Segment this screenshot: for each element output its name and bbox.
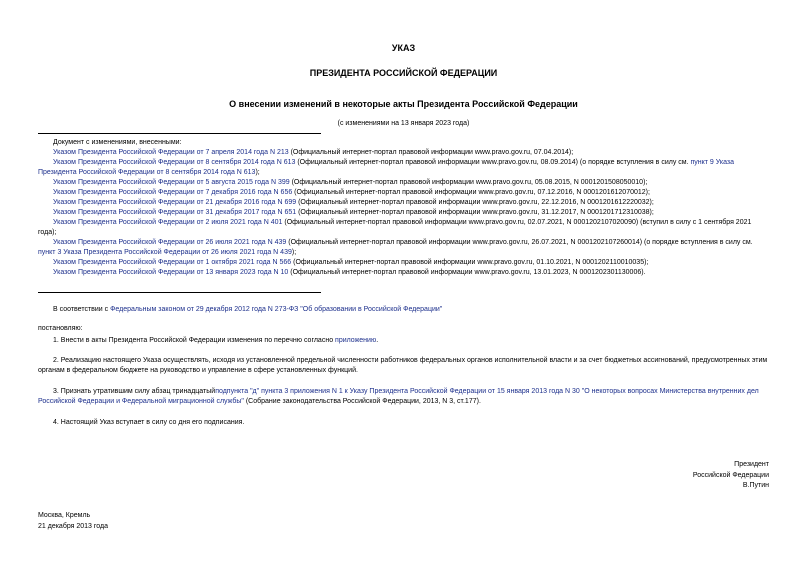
place-date-block bbox=[38, 511, 771, 532]
change-text: (Официальный интернет-портал правовой информации www.pravo.gov.ru, 31.12.2017, N 0001201712310038); bbox=[296, 209, 654, 216]
change-item bbox=[38, 238, 771, 258]
paragraph-2: 2. Реализацию настоящего Указа осуществлять, исходя из установленной предельной численности работников федеральных органов исполнительной власти и за счет бюджетных ассигнований, предусмотренных этим органам в федеральном бюджете на руководство и управление в сфере установленных функций. bbox=[38, 357, 768, 374]
signature-name: В.Путин bbox=[742, 482, 769, 489]
paragraph-1 bbox=[38, 336, 771, 346]
change-link[interactable]: Указом Президента Российской Федерации от 8 сентября 2014 года N 613 bbox=[53, 159, 296, 166]
appendix-link[interactable]: приложению bbox=[335, 337, 377, 344]
change-text: (Официальный интернет-портал правовой информации www.pravo.gov.ru, 07.04.2014); bbox=[288, 149, 574, 156]
change-link[interactable]: Указом Президента Российской Федерации от 2 июля 2021 года N 401 bbox=[53, 219, 283, 226]
change-item bbox=[38, 198, 771, 208]
signing-place: Москва, Кремль bbox=[38, 512, 91, 519]
change-text: ); bbox=[291, 249, 297, 256]
decree-word: постановляю: bbox=[38, 325, 83, 332]
change-text: ); bbox=[255, 169, 260, 176]
basis-prefix: В соответствии с bbox=[53, 306, 111, 313]
change-item bbox=[38, 208, 771, 218]
change-text: (Официальный интернет-портал правовой информации www.pravo.gov.ru, 22.12.2016, N 0001201612220032); bbox=[296, 199, 654, 206]
change-link[interactable]: Указом Президента Российской Федерации от 26 июля 2021 года N 439 bbox=[53, 239, 287, 246]
change-text: (Официальный интернет-портал правовой информации www.pravo.gov.ru, 07.12.2016, N 0001201612070012); bbox=[292, 189, 650, 196]
change-link[interactable]: Указом Президента Российской Федерации от 5 августа 2015 года N 399 bbox=[53, 179, 290, 186]
changes-list bbox=[38, 138, 771, 278]
edition-note: (с изменениями на 13 января 2023 года) bbox=[337, 120, 470, 127]
p1-end: . bbox=[376, 337, 379, 344]
signature-country: Российской Федерации bbox=[692, 471, 769, 479]
document-heading: О внесении изменений в некоторые акты Президента Российской Федерации bbox=[229, 99, 578, 109]
change-item bbox=[38, 178, 771, 188]
change-text: (Официальный интернет-портал правовой информации www.pravo.gov.ru, 08.09.2014) (о порядке вступления в силу см. bbox=[295, 159, 691, 166]
change-item bbox=[38, 268, 771, 278]
issuer-title: ПРЕЗИДЕНТА РОССИЙСКОЙ ФЕДЕРАЦИИ bbox=[309, 68, 498, 78]
change-link[interactable]: Указом Президента Российской Федерации от 13 января 2023 года N 10 bbox=[53, 269, 289, 276]
repealed-provision-link[interactable]: подпункта "д" пункта 3 приложения N 1 к Указу Президента Российской Федерации от 15 января 2013 года N 30 "О некоторых вопросах Министерства внутренних дел Российской Федерации и Федеральной миграционной службы" bbox=[38, 388, 759, 405]
change-item bbox=[38, 148, 771, 158]
change-text: (Официальный интернет-портал правовой информации www.pravo.gov.ru, 05.08.2015, N 0001201508050010); bbox=[289, 179, 648, 186]
signature-position: Президент bbox=[734, 461, 769, 468]
change-link[interactable]: Указом Президента Российской Федерации от 7 декабря 2016 года N 656 bbox=[53, 189, 293, 196]
change-text: (Официальный интернет-портал правовой информации www.pravo.gov.ru, 26.07.2021, N 0001202107260014) (о порядке вступления в силу см. bbox=[286, 239, 753, 246]
change-text: (Официальный интернет-портал правовой информации www.pravo.gov.ru, 01.10.2021, N 0001202110010035); bbox=[291, 259, 649, 266]
change-link[interactable]: Указом Президента Российской Федерации от 31 декабря 2017 года N 651 bbox=[53, 209, 297, 216]
signature-block bbox=[693, 460, 769, 492]
change-link[interactable]: пункт 9 Указа Президента Российской Федерации от 8 сентября 2014 года N 613 bbox=[38, 159, 735, 176]
p3-text: 3. Признать утратившим силу абзац тринадцатый bbox=[53, 388, 216, 395]
change-item bbox=[38, 218, 771, 238]
signing-date: 21 декабря 2013 года bbox=[38, 522, 109, 530]
paragraph-4: 4. Настоящий Указ вступает в силу со дня его подписания. bbox=[53, 419, 245, 426]
p1-text: 1. Внести в акты Президента Российской Федерации изменения по перечню согласно bbox=[53, 337, 336, 344]
change-link[interactable]: Указом Президента Российской Федерации от 1 октября 2021 года N 566 bbox=[53, 259, 292, 266]
p3-end: (Собрание законодательства Российской Федерации, 2013, N 3, ст.177). bbox=[243, 398, 481, 405]
change-item bbox=[38, 158, 771, 178]
change-text: (Официальный интернет-портал правовой информации www.pravo.gov.ru, 13.01.2023, N 0001202301130006). bbox=[288, 269, 646, 276]
divider-bottom bbox=[38, 292, 321, 293]
change-item bbox=[38, 188, 771, 198]
basis-law-link[interactable]: Федеральным законом от 29 декабря 2012 года N 273-ФЗ "Об образовании в Российской Федерации" bbox=[110, 306, 443, 313]
legal-basis bbox=[38, 305, 771, 315]
change-link[interactable]: пункт 3 Указа Президента Российской Федерации от 26 июля 2021 года N 439 bbox=[38, 249, 292, 256]
document-type-title: УКАЗ bbox=[391, 43, 416, 53]
changes-intro: Документ с изменениями, внесенными: bbox=[53, 139, 182, 146]
divider-top bbox=[38, 133, 321, 134]
change-item bbox=[38, 258, 771, 268]
change-text: (Официальный интернет-портал правовой информации www.pravo.gov.ru, 02.07.2021, N 0001202107020090) (вступил в силу с 1 сентября 2021 года); bbox=[38, 219, 752, 236]
change-link[interactable]: Указом Президента Российской Федерации от 21 декабря 2016 года N 699 bbox=[53, 199, 297, 206]
paragraph-3 bbox=[38, 387, 771, 407]
change-link[interactable]: Указом Президента Российской Федерации от 7 апреля 2014 года N 213 bbox=[53, 149, 289, 156]
